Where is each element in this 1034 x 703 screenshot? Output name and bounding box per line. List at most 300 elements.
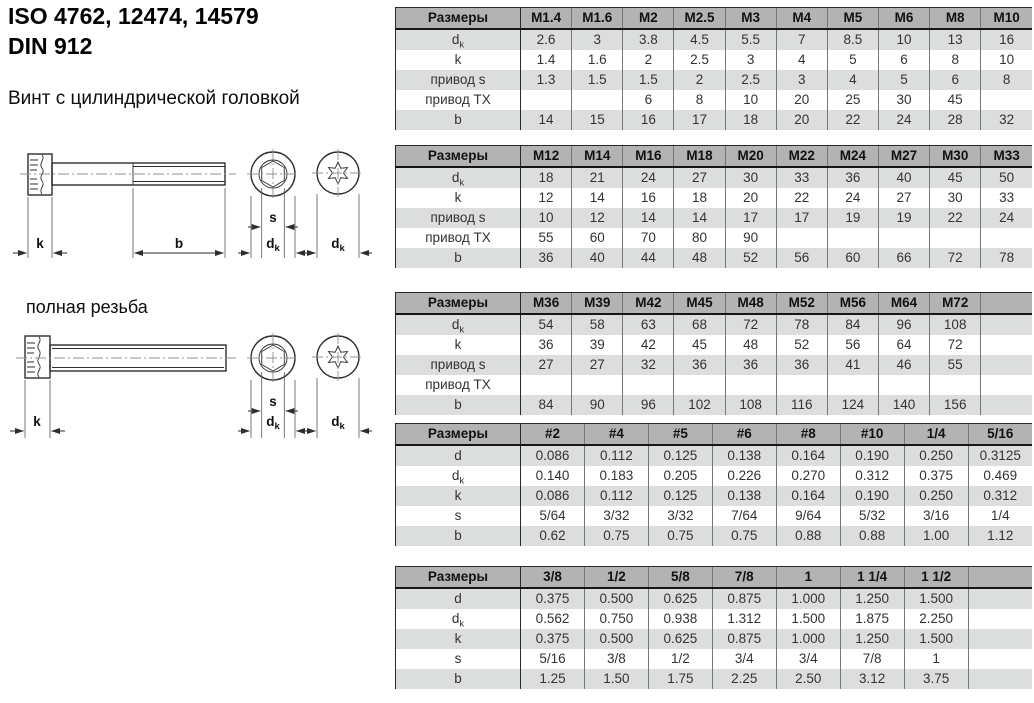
- size-header: M45: [674, 293, 725, 315]
- standards-title-iso: ISO 4762, 12474, 14579: [8, 3, 259, 29]
- table-row: [396, 526, 1033, 546]
- size-header: M27: [878, 146, 929, 168]
- value-cell: 72: [930, 335, 981, 355]
- value-cell: 36: [725, 355, 776, 375]
- value-cell: 3/32: [648, 506, 712, 526]
- value-cell: 50: [981, 167, 1032, 188]
- value-cell: [827, 375, 878, 395]
- value-cell: 140: [878, 395, 929, 415]
- value-cell: 19: [878, 208, 929, 228]
- value-cell: 9/64: [776, 506, 840, 526]
- value-cell: 24: [981, 208, 1032, 228]
- size-header: M20: [725, 146, 776, 168]
- value-cell: 0.3125: [968, 445, 1032, 466]
- value-cell: 24: [878, 110, 929, 130]
- standards-title-din: DIN 912: [8, 32, 93, 59]
- table-row: [396, 335, 1033, 355]
- size-header: M56: [827, 293, 878, 315]
- value-cell: 3.75: [904, 669, 968, 689]
- value-cell: 0.125: [648, 486, 712, 506]
- row-label: d: [396, 588, 521, 609]
- size-header: M6: [878, 8, 929, 30]
- row-label: $d_k$: [396, 609, 521, 629]
- table-row: [396, 228, 1033, 248]
- row-label: $d_k$: [396, 29, 521, 50]
- value-cell: 108: [725, 395, 776, 415]
- size-header: M22: [776, 146, 827, 168]
- value-cell: 39: [572, 335, 623, 355]
- value-cell: 44: [623, 248, 674, 268]
- value-cell: 3/32: [584, 506, 648, 526]
- value-cell: 30: [725, 167, 776, 188]
- dimension-k: [10, 380, 65, 438]
- row-label: b: [396, 526, 521, 546]
- value-cell: 0.190: [840, 486, 904, 506]
- value-cell: 5/32: [840, 506, 904, 526]
- value-cell: 17: [776, 208, 827, 228]
- value-cell: [981, 228, 1032, 248]
- value-cell: 2.5: [725, 70, 776, 90]
- value-cell: 2.25: [712, 669, 776, 689]
- value-cell: 28: [930, 110, 981, 130]
- value-cell: 8: [981, 70, 1032, 90]
- value-cell: 0.62: [521, 526, 585, 546]
- value-cell: [968, 609, 1032, 629]
- value-cell: [725, 375, 776, 395]
- size-header: 1/2: [584, 567, 648, 589]
- table-row: [396, 629, 1033, 649]
- value-cell: 60: [827, 248, 878, 268]
- value-cell: 0.138: [712, 486, 776, 506]
- table-row: [396, 50, 1033, 70]
- value-cell: 1.50: [584, 669, 648, 689]
- table-row: [396, 248, 1033, 268]
- size-header: M10: [981, 8, 1032, 30]
- value-cell: 0.183: [584, 466, 648, 486]
- value-cell: 1.4: [521, 50, 572, 70]
- value-cell: 33: [776, 167, 827, 188]
- value-cell: 72: [725, 314, 776, 335]
- sizes-column-header: Размеры: [396, 8, 521, 30]
- value-cell: 3/4: [776, 649, 840, 669]
- size-header: #10: [840, 424, 904, 446]
- value-cell: 1.00: [904, 526, 968, 546]
- value-cell: 63: [623, 314, 674, 335]
- table-row: [396, 314, 1033, 335]
- value-cell: 5/64: [521, 506, 585, 526]
- row-label: $d_k$: [396, 314, 521, 335]
- dim-label-dk: $d_k$: [266, 414, 280, 432]
- product-name: Винт с цилиндрической головкой: [8, 88, 300, 109]
- size-header: M1.6: [572, 8, 623, 30]
- size-header: 7/8: [712, 567, 776, 589]
- value-cell: 55: [521, 228, 572, 248]
- value-cell: 27: [878, 188, 929, 208]
- value-cell: 0.875: [712, 588, 776, 609]
- value-cell: 52: [776, 335, 827, 355]
- value-cell: [981, 395, 1032, 415]
- sizes-column-header: Размеры: [396, 146, 521, 168]
- size-header: M12: [521, 146, 572, 168]
- value-cell: 4: [827, 70, 878, 90]
- size-header: M14: [572, 146, 623, 168]
- value-cell: 2.6: [521, 29, 572, 50]
- size-header: M33: [981, 146, 1032, 168]
- value-cell: 42: [623, 335, 674, 355]
- value-cell: 56: [776, 248, 827, 268]
- value-cell: 20: [725, 188, 776, 208]
- value-cell: 7/8: [840, 649, 904, 669]
- size-header: #5: [648, 424, 712, 446]
- size-header: M18: [674, 146, 725, 168]
- size-header: [968, 567, 1032, 589]
- value-cell: 90: [725, 228, 776, 248]
- value-cell: [968, 669, 1032, 689]
- value-cell: 96: [623, 395, 674, 415]
- value-cell: 84: [827, 314, 878, 335]
- size-header: M30: [930, 146, 981, 168]
- value-cell: 0.250: [904, 486, 968, 506]
- value-cell: 0.164: [776, 445, 840, 466]
- table-row: [396, 375, 1033, 395]
- value-cell: 36: [776, 355, 827, 375]
- value-cell: [968, 649, 1032, 669]
- value-cell: 0.112: [584, 445, 648, 466]
- value-cell: 54: [521, 314, 572, 335]
- value-cell: 0.469: [968, 466, 1032, 486]
- dimension-b: [133, 188, 225, 258]
- size-header: M72: [930, 293, 981, 315]
- value-cell: 1.000: [776, 588, 840, 609]
- row-label: $d_k$: [396, 466, 521, 486]
- value-cell: 0.625: [648, 629, 712, 649]
- value-cell: 8: [674, 90, 725, 110]
- value-cell: 66: [878, 248, 929, 268]
- value-cell: 3.12: [840, 669, 904, 689]
- value-cell: 30: [878, 90, 929, 110]
- value-cell: 58: [572, 314, 623, 335]
- value-cell: 16: [981, 29, 1032, 50]
- value-cell: 6: [878, 50, 929, 70]
- value-cell: 0.375: [521, 588, 585, 609]
- value-cell: 2: [674, 70, 725, 90]
- value-cell: 16: [623, 110, 674, 130]
- value-cell: 5: [827, 50, 878, 70]
- value-cell: 2.5: [674, 50, 725, 70]
- dim-label-dk: $d_k$: [266, 236, 280, 254]
- value-cell: [776, 375, 827, 395]
- row-label: k: [396, 629, 521, 649]
- value-cell: 48: [725, 335, 776, 355]
- screw-drawing-full-thread: [8, 330, 383, 455]
- value-cell: 1: [904, 649, 968, 669]
- value-cell: 3/16: [904, 506, 968, 526]
- value-cell: 22: [827, 110, 878, 130]
- value-cell: [930, 228, 981, 248]
- dim-label-s: s: [269, 394, 277, 409]
- value-cell: 30: [930, 188, 981, 208]
- row-label: k: [396, 50, 521, 70]
- value-cell: 14: [674, 208, 725, 228]
- dimension-dk-hex: [238, 380, 307, 438]
- size-header: #6: [712, 424, 776, 446]
- dim-label-dk: $d_k$: [331, 236, 345, 254]
- value-cell: 1.5: [623, 70, 674, 90]
- value-cell: 12: [521, 188, 572, 208]
- dimension-table-1: [395, 7, 1032, 130]
- table-row: [396, 506, 1033, 526]
- value-cell: 52: [725, 248, 776, 268]
- value-cell: [572, 90, 623, 110]
- dimension-table-5: [395, 566, 1032, 689]
- value-cell: 1.500: [904, 629, 968, 649]
- value-cell: 1.500: [904, 588, 968, 609]
- size-header: M4: [776, 8, 827, 30]
- row-label: s: [396, 649, 521, 669]
- value-cell: 1.25: [521, 669, 585, 689]
- row-label: s: [396, 506, 521, 526]
- value-cell: 0.750: [584, 609, 648, 629]
- value-cell: 16: [623, 188, 674, 208]
- value-cell: 4: [776, 50, 827, 70]
- value-cell: 1.6: [572, 50, 623, 70]
- value-cell: 46: [878, 355, 929, 375]
- value-cell: 2.50: [776, 669, 840, 689]
- value-cell: 78: [981, 248, 1032, 268]
- size-header: M52: [776, 293, 827, 315]
- size-header: M24: [827, 146, 878, 168]
- value-cell: 0.375: [521, 629, 585, 649]
- value-cell: 60: [572, 228, 623, 248]
- value-cell: 2: [623, 50, 674, 70]
- size-header: 1 1/4: [840, 567, 904, 589]
- value-cell: 14: [521, 110, 572, 130]
- value-cell: 0.140: [521, 466, 585, 486]
- header-row: [396, 146, 1033, 168]
- dim-label-k: k: [36, 236, 44, 251]
- value-cell: 18: [674, 188, 725, 208]
- table-row: [396, 649, 1033, 669]
- size-header: M64: [878, 293, 929, 315]
- value-cell: 3/4: [712, 649, 776, 669]
- value-cell: 0.500: [584, 588, 648, 609]
- size-header: M8: [930, 8, 981, 30]
- row-label: b: [396, 248, 521, 268]
- value-cell: 0.250: [904, 445, 968, 466]
- value-cell: 45: [930, 167, 981, 188]
- row-label: d: [396, 445, 521, 466]
- dimension-dk-torx: [304, 378, 372, 438]
- value-cell: [981, 314, 1032, 335]
- value-cell: 27: [572, 355, 623, 375]
- size-header: 1: [776, 567, 840, 589]
- value-cell: 0.312: [840, 466, 904, 486]
- table-row: [396, 70, 1033, 90]
- size-header: M48: [725, 293, 776, 315]
- size-header: M3: [725, 8, 776, 30]
- header-row: [396, 424, 1033, 446]
- value-cell: 124: [827, 395, 878, 415]
- value-cell: 10: [725, 90, 776, 110]
- value-cell: 6: [930, 70, 981, 90]
- value-cell: 1.250: [840, 629, 904, 649]
- value-cell: 27: [521, 355, 572, 375]
- row-label: привод s: [396, 208, 521, 228]
- table-row: [396, 29, 1033, 50]
- size-header: M2.5: [674, 8, 725, 30]
- screw-drawing-partial-thread: [8, 148, 383, 268]
- value-cell: 18: [521, 167, 572, 188]
- value-cell: 0.226: [712, 466, 776, 486]
- value-cell: 3/8: [584, 649, 648, 669]
- size-header: #2: [521, 424, 585, 446]
- value-cell: 5.5: [725, 29, 776, 50]
- value-cell: 36: [827, 167, 878, 188]
- value-cell: 56: [827, 335, 878, 355]
- value-cell: 3: [776, 70, 827, 90]
- size-header: M2: [623, 8, 674, 30]
- value-cell: 0.270: [776, 466, 840, 486]
- value-cell: 14: [623, 208, 674, 228]
- value-cell: 10: [878, 29, 929, 50]
- value-cell: [776, 228, 827, 248]
- value-cell: 0.125: [648, 445, 712, 466]
- value-cell: 0.88: [776, 526, 840, 546]
- dim-label-k: k: [33, 414, 41, 429]
- full-thread-label: полная резьба: [26, 297, 148, 317]
- value-cell: 0.205: [648, 466, 712, 486]
- dim-label-s: s: [269, 210, 277, 225]
- size-header: M5: [827, 8, 878, 30]
- value-cell: [981, 375, 1032, 395]
- header-row: [396, 567, 1033, 589]
- size-header: M16: [623, 146, 674, 168]
- screw-side-view: [20, 154, 236, 195]
- value-cell: 48: [674, 248, 725, 268]
- table-row: [396, 466, 1033, 486]
- value-cell: 36: [521, 248, 572, 268]
- table-row: [396, 167, 1033, 188]
- value-cell: 0.88: [840, 526, 904, 546]
- value-cell: 0.086: [521, 445, 585, 466]
- screw-side-view: [16, 336, 238, 378]
- end-view-hex-socket: [247, 333, 299, 384]
- value-cell: 0.938: [648, 609, 712, 629]
- left-panel: [0, 0, 395, 703]
- value-cell: 84: [521, 395, 572, 415]
- row-label: привод TX: [396, 228, 521, 248]
- tables-panel: [395, 7, 1034, 689]
- size-header: M36: [521, 293, 572, 315]
- value-cell: 21: [572, 167, 623, 188]
- table-row: [396, 90, 1033, 110]
- value-cell: 22: [776, 188, 827, 208]
- value-cell: 41: [827, 355, 878, 375]
- value-cell: 90: [572, 395, 623, 415]
- value-cell: 13: [930, 29, 981, 50]
- value-cell: 17: [674, 110, 725, 130]
- value-cell: [572, 375, 623, 395]
- value-cell: 5/16: [521, 649, 585, 669]
- value-cell: [827, 228, 878, 248]
- value-cell: 1.3: [521, 70, 572, 90]
- value-cell: 19: [827, 208, 878, 228]
- value-cell: [968, 588, 1032, 609]
- row-label: k: [396, 188, 521, 208]
- row-label: b: [396, 669, 521, 689]
- table-row: [396, 188, 1033, 208]
- value-cell: [930, 375, 981, 395]
- title-block: [8, 2, 259, 62]
- value-cell: 7/64: [712, 506, 776, 526]
- end-view-torx-socket: [312, 333, 364, 381]
- size-header: M1.4: [521, 8, 572, 30]
- value-cell: 64: [878, 335, 929, 355]
- sizes-column-header: Размеры: [396, 293, 521, 315]
- value-cell: 78: [776, 314, 827, 335]
- value-cell: 27: [674, 167, 725, 188]
- end-view-hex-socket: [247, 149, 299, 200]
- table-row: [396, 486, 1033, 506]
- value-cell: 1.5: [572, 70, 623, 90]
- value-cell: 1.75: [648, 669, 712, 689]
- value-cell: 108: [930, 314, 981, 335]
- value-cell: [521, 375, 572, 395]
- table-row: [396, 609, 1033, 629]
- size-header: 1/4: [904, 424, 968, 446]
- row-label: привод TX: [396, 90, 521, 110]
- end-view-torx-socket: [312, 149, 364, 197]
- table-row: [396, 208, 1033, 228]
- value-cell: 24: [827, 188, 878, 208]
- value-cell: 10: [981, 50, 1032, 70]
- value-cell: 0.500: [584, 629, 648, 649]
- value-cell: 1.12: [968, 526, 1032, 546]
- value-cell: 1.000: [776, 629, 840, 649]
- value-cell: 1.500: [776, 609, 840, 629]
- row-label: $d_k$: [396, 167, 521, 188]
- value-cell: 3: [572, 29, 623, 50]
- value-cell: [981, 90, 1032, 110]
- dimension-k: [13, 197, 67, 258]
- value-cell: 22: [930, 208, 981, 228]
- value-cell: 17: [725, 208, 776, 228]
- value-cell: 12: [572, 208, 623, 228]
- value-cell: [878, 375, 929, 395]
- value-cell: 2.250: [904, 609, 968, 629]
- table-row: [396, 588, 1033, 609]
- value-cell: 116: [776, 395, 827, 415]
- value-cell: 1.312: [712, 609, 776, 629]
- sizes-column-header: Размеры: [396, 567, 521, 589]
- value-cell: 24: [623, 167, 674, 188]
- value-cell: 3: [725, 50, 776, 70]
- value-cell: 10: [521, 208, 572, 228]
- size-header: M42: [623, 293, 674, 315]
- value-cell: 5: [878, 70, 929, 90]
- value-cell: 8.5: [827, 29, 878, 50]
- value-cell: 0.625: [648, 588, 712, 609]
- value-cell: 0.086: [521, 486, 585, 506]
- dimension-dk-torx: [304, 194, 372, 258]
- value-cell: [968, 629, 1032, 649]
- value-cell: 18: [725, 110, 776, 130]
- value-cell: 72: [930, 248, 981, 268]
- table-row: [396, 355, 1033, 375]
- row-label: k: [396, 335, 521, 355]
- value-cell: 8: [930, 50, 981, 70]
- value-cell: 0.312: [968, 486, 1032, 506]
